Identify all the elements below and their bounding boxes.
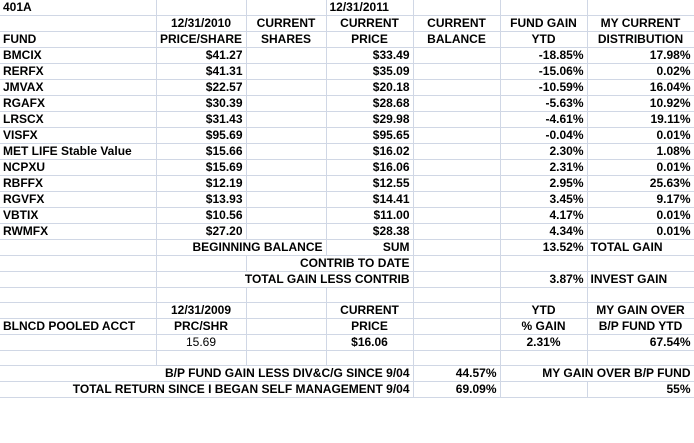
cell[interactable] xyxy=(246,351,326,366)
balance-cell[interactable] xyxy=(413,96,500,112)
date-2010-header[interactable]: 12/31/2010 xyxy=(156,16,246,32)
current-shares-header[interactable]: CURRENT xyxy=(246,16,326,32)
cell[interactable] xyxy=(326,351,413,366)
price-2010[interactable]: $12.19 xyxy=(156,176,246,192)
price-share-header[interactable]: PRICE/SHARE xyxy=(156,32,246,48)
shares-cell[interactable] xyxy=(246,96,326,112)
balance-cell[interactable] xyxy=(413,176,500,192)
fund-name[interactable]: RBFFX xyxy=(0,176,156,192)
my-current-header[interactable]: MY CURRENT xyxy=(587,16,694,32)
fund-name[interactable]: RWMFX xyxy=(0,224,156,240)
fund-row xyxy=(0,192,694,208)
cell[interactable] xyxy=(587,0,694,16)
price-2011[interactable]: $28.38 xyxy=(326,224,413,240)
price-2011[interactable]: $11.00 xyxy=(326,208,413,224)
shares-cell[interactable] xyxy=(246,208,326,224)
current-price-header[interactable]: CURRENT xyxy=(326,16,413,32)
pooled-header-row-2 xyxy=(0,319,694,335)
invest-gain-value[interactable]: 3.87% xyxy=(500,272,587,288)
pooled-header-row-1 xyxy=(0,303,694,319)
fund-name[interactable]: VBTIX xyxy=(0,208,156,224)
fund-name[interactable]: NCPXU xyxy=(0,160,156,176)
blank-row-2 xyxy=(0,351,694,366)
bp-fund-gain-value[interactable]: 44.57% xyxy=(413,366,500,382)
cell[interactable] xyxy=(500,382,587,398)
bp-fund-gain-row xyxy=(0,366,694,382)
balance-cell[interactable] xyxy=(413,160,500,176)
fund-row xyxy=(0,96,694,112)
price-2010[interactable]: $10.56 xyxy=(156,208,246,224)
prc-value[interactable]: 15.69 xyxy=(156,335,246,351)
fund-gain[interactable]: 3.45% xyxy=(500,192,587,208)
price-2010[interactable]: $15.66 xyxy=(156,144,246,160)
price-2011[interactable]: $16.06 xyxy=(326,160,413,176)
balance-cell[interactable] xyxy=(413,208,500,224)
fund-gain[interactable]: 4.34% xyxy=(500,224,587,240)
cell[interactable] xyxy=(0,16,156,32)
price-2010[interactable]: $30.39 xyxy=(156,96,246,112)
fund-gain[interactable]: 2.95% xyxy=(500,176,587,192)
fund-row xyxy=(0,208,694,224)
pooled-price-value[interactable]: $16.06 xyxy=(326,335,413,351)
cell[interactable] xyxy=(500,288,587,303)
distribution[interactable]: 0.01% xyxy=(587,160,694,176)
total-gain-value[interactable]: 13.52% xyxy=(500,240,587,256)
current-balance-header[interactable]: CURRENT xyxy=(413,16,500,32)
cell[interactable] xyxy=(246,0,326,16)
fund-name[interactable]: BMCIX xyxy=(0,48,156,64)
distribution[interactable]: 16.04% xyxy=(587,80,694,96)
fund-gain[interactable]: -10.59% xyxy=(500,80,587,96)
pooled-my-gain-over-header[interactable]: MY GAIN OVER xyxy=(587,303,694,319)
price-2011[interactable]: $28.68 xyxy=(326,96,413,112)
cell[interactable] xyxy=(0,303,156,319)
pooled-ytd-header[interactable]: YTD xyxy=(500,303,587,319)
pooled-price-header[interactable]: PRICE xyxy=(326,319,413,335)
price-2011[interactable]: $14.41 xyxy=(326,192,413,208)
cell[interactable] xyxy=(326,288,413,303)
pooled-gain-value[interactable]: 2.31% xyxy=(500,335,587,351)
total-return-value[interactable]: 69.09% xyxy=(413,382,500,398)
bp-fund-gain-label[interactable]: B/P FUND GAIN LESS DIV&C/G SINCE 9/04 xyxy=(0,366,413,382)
fund-row xyxy=(0,80,694,96)
fund-gain-header[interactable]: FUND GAIN xyxy=(500,16,587,32)
header-row-2 xyxy=(0,32,694,48)
fund-row xyxy=(0,48,694,64)
distribution[interactable]: 0.01% xyxy=(587,224,694,240)
shares-cell[interactable] xyxy=(246,224,326,240)
shares-cell[interactable] xyxy=(246,80,326,96)
fund-row xyxy=(0,160,694,176)
price-2010[interactable]: $41.27 xyxy=(156,48,246,64)
cell[interactable] xyxy=(500,0,587,16)
cell[interactable] xyxy=(500,351,587,366)
cell[interactable] xyxy=(246,335,326,351)
cell[interactable] xyxy=(413,0,500,16)
cell[interactable] xyxy=(413,351,500,366)
fund-gain[interactable]: -5.63% xyxy=(500,96,587,112)
cell[interactable] xyxy=(156,0,246,16)
price-header[interactable]: PRICE xyxy=(326,32,413,48)
cell[interactable] xyxy=(413,240,500,256)
distribution[interactable]: 17.98% xyxy=(587,48,694,64)
cell[interactable] xyxy=(156,256,246,272)
fund-name[interactable]: RGAFX xyxy=(0,96,156,112)
fund-gain[interactable]: -0.04% xyxy=(500,128,587,144)
balance-header[interactable]: BALANCE xyxy=(413,32,500,48)
title-row xyxy=(0,0,694,16)
distribution[interactable]: 0.01% xyxy=(587,128,694,144)
header-row-1 xyxy=(0,16,694,32)
total-gain-label[interactable]: TOTAL GAIN xyxy=(587,240,694,256)
price-2011[interactable]: $20.18 xyxy=(326,80,413,96)
pooled-values-row xyxy=(0,335,694,351)
fund-row xyxy=(0,144,694,160)
cell[interactable] xyxy=(587,288,694,303)
sheet-title[interactable]: 401A xyxy=(0,0,156,16)
fund-row xyxy=(0,64,694,80)
pooled-account-name[interactable]: BLNCD POOLED ACCT xyxy=(0,319,156,335)
distribution[interactable]: 25.63% xyxy=(587,176,694,192)
cell[interactable] xyxy=(0,256,156,272)
price-2011[interactable]: $16.02 xyxy=(326,144,413,160)
total-return-label[interactable]: TOTAL RETURN SINCE I BEGAN SELF MANAGEMENT 9/04 xyxy=(0,382,413,398)
distribution[interactable]: 0.01% xyxy=(587,208,694,224)
shares-cell[interactable] xyxy=(246,192,326,208)
fund-name[interactable]: RGVFX xyxy=(0,192,156,208)
fund-name[interactable]: RERFX xyxy=(0,64,156,80)
shares-header[interactable]: SHARES xyxy=(246,32,326,48)
price-2011[interactable]: $12.55 xyxy=(326,176,413,192)
fund-row xyxy=(0,176,694,192)
bp-fund-ytd-header[interactable]: B/P FUND YTD xyxy=(587,319,694,335)
price-2010[interactable]: $22.57 xyxy=(156,80,246,96)
cell[interactable] xyxy=(0,335,156,351)
date-2011-header[interactable]: 12/31/2011 xyxy=(326,0,413,16)
price-2011[interactable]: $35.09 xyxy=(326,64,413,80)
balance-cell[interactable] xyxy=(413,64,500,80)
shares-cell[interactable] xyxy=(246,128,326,144)
pooled-current-header[interactable]: CURRENT xyxy=(326,303,413,319)
fund-gain[interactable]: 2.30% xyxy=(500,144,587,160)
distribution[interactable]: 19.11% xyxy=(587,112,694,128)
pct-gain-header[interactable]: % GAIN xyxy=(500,319,587,335)
fund-gain[interactable]: -4.61% xyxy=(500,112,587,128)
distribution[interactable]: 1.08% xyxy=(587,144,694,160)
price-2010[interactable]: $27.20 xyxy=(156,224,246,240)
beginning-balance-label[interactable]: BEGINNING BALANCE xyxy=(156,240,326,256)
invest-gain-label[interactable]: INVEST GAIN xyxy=(587,272,694,288)
fund-row xyxy=(0,128,694,144)
fund-row xyxy=(0,224,694,240)
cell[interactable] xyxy=(413,272,500,288)
cell[interactable] xyxy=(413,288,500,303)
cell[interactable] xyxy=(156,351,246,366)
beginning-balance-row xyxy=(0,240,694,256)
balance-cell[interactable] xyxy=(413,192,500,208)
cell[interactable] xyxy=(246,288,326,303)
prc-shr-header[interactable]: PRC/SHR xyxy=(156,319,246,335)
fund-row xyxy=(0,112,694,128)
contrib-row xyxy=(0,256,694,272)
contrib-to-date-label[interactable]: CONTRIB TO DATE xyxy=(246,256,413,272)
cell[interactable] xyxy=(0,351,156,366)
shares-cell[interactable] xyxy=(246,64,326,80)
fund-gain[interactable]: 2.31% xyxy=(500,160,587,176)
price-2011[interactable]: $29.98 xyxy=(326,112,413,128)
shares-cell[interactable] xyxy=(246,48,326,64)
fund-name[interactable]: VISFX xyxy=(0,128,156,144)
cell[interactable] xyxy=(587,351,694,366)
balance-cell[interactable] xyxy=(413,112,500,128)
shares-cell[interactable] xyxy=(246,144,326,160)
cell[interactable] xyxy=(246,319,326,335)
distribution[interactable]: 0.02% xyxy=(587,64,694,80)
distribution[interactable]: 9.17% xyxy=(587,192,694,208)
price-2010[interactable]: $31.43 xyxy=(156,112,246,128)
fund-name[interactable]: JMVAX xyxy=(0,80,156,96)
balance-cell[interactable] xyxy=(413,128,500,144)
total-return-row xyxy=(0,382,694,398)
cell[interactable] xyxy=(587,256,694,272)
my-gain-over-bp-label[interactable]: MY GAIN OVER B/P FUND xyxy=(500,366,694,382)
cell[interactable] xyxy=(413,319,500,335)
date-2009-header[interactable]: 12/31/2009 xyxy=(156,303,246,319)
blank-row xyxy=(0,288,694,303)
ytd-header[interactable]: YTD xyxy=(500,32,587,48)
cell[interactable] xyxy=(0,272,156,288)
balance-cell[interactable] xyxy=(413,144,500,160)
distribution-header[interactable]: DISTRIBUTION xyxy=(587,32,694,48)
price-2011[interactable]: $33.49 xyxy=(326,48,413,64)
price-2010[interactable]: $13.93 xyxy=(156,192,246,208)
fund-gain[interactable]: -18.85% xyxy=(500,48,587,64)
cell[interactable] xyxy=(413,256,500,272)
fund-header[interactable]: FUND xyxy=(0,32,156,48)
balance-cell[interactable] xyxy=(413,48,500,64)
price-2010[interactable]: $15.69 xyxy=(156,160,246,176)
cell[interactable] xyxy=(0,288,156,303)
balance-cell[interactable] xyxy=(413,80,500,96)
cell[interactable] xyxy=(413,335,500,351)
fund-gain[interactable]: -15.06% xyxy=(500,64,587,80)
balance-cell[interactable] xyxy=(413,224,500,240)
fund-name[interactable]: MET LIFE Stable Value xyxy=(0,144,156,160)
fund-name[interactable]: LRSCX xyxy=(0,112,156,128)
total-gain-less-contrib-row xyxy=(0,272,694,288)
cell[interactable] xyxy=(413,303,500,319)
sum-label[interactable]: SUM xyxy=(326,240,413,256)
price-2010[interactable]: $95.69 xyxy=(156,128,246,144)
bp-value[interactable]: 67.54% xyxy=(587,335,694,351)
shares-cell[interactable] xyxy=(246,176,326,192)
fund-gain[interactable]: 4.17% xyxy=(500,208,587,224)
cell[interactable] xyxy=(500,256,587,272)
shares-cell[interactable] xyxy=(246,160,326,176)
total-gain-less-contrib-label[interactable]: TOTAL GAIN LESS CONTRIB xyxy=(156,272,413,288)
shares-cell[interactable] xyxy=(246,112,326,128)
cell[interactable] xyxy=(156,288,246,303)
fund-rows xyxy=(0,48,694,240)
price-2011[interactable]: $95.65 xyxy=(326,128,413,144)
cell[interactable] xyxy=(0,240,156,256)
price-2010[interactable]: $41.31 xyxy=(156,64,246,80)
cell[interactable] xyxy=(246,303,326,319)
my-gain-over-bp-value[interactable]: 55% xyxy=(587,382,694,398)
distribution[interactable]: 10.92% xyxy=(587,96,694,112)
